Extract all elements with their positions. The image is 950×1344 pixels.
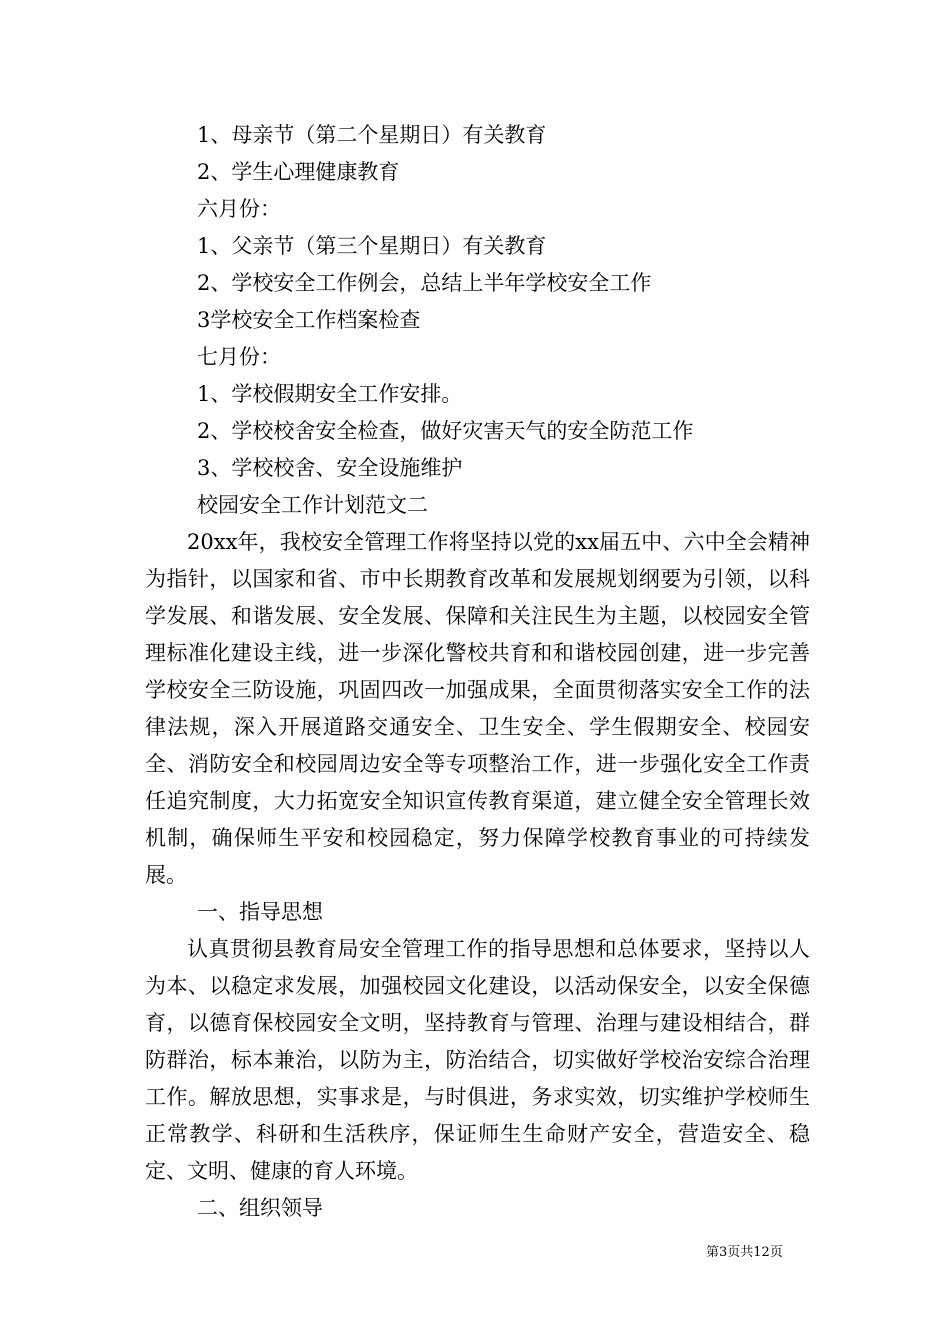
month-heading: 七月份：: [197, 345, 281, 369]
list-item: 3学校安全工作档案检查: [197, 308, 421, 332]
intro-paragraph: 20xx年，我校安全管理工作将坚持以党的xx届五中、六中全会精神为指针，以国家和省、市中长期教育改革和发展规划纲要为引领，以科学发展、和谐发展、安全发展、保障和关注民生为主题，以校园安全管理标准化建设主线，进一步深化警校共育和和谐校园创建，进一步完善学校安全三防设施，巩固四改一加强成果，全面贯彻落实安全工作的法律法规，深入开展道路交通安全、卫生安全、学生假期安全、校园安全、消防安全和校园周边安全等专项整治工作，进一步强化安全工作责任追究制度，大力拓宽安全知识宣传教育渠道，建立健全安全管理长效机制，确保师生平安和校园稳定，努力保障学校教育事业的可持续发展。: [145, 530, 810, 887]
section-heading: 二、组织领导: [197, 1196, 323, 1220]
list-item: 1、母亲节（第二个星期日）有关教育: [197, 123, 547, 147]
month-heading: 六月份：: [197, 197, 281, 221]
list-item: 3、学校校舍、安全设施维护: [197, 456, 463, 480]
section-paragraph: 认真贯彻县教育局安全管理工作的指导思想和总体要求，坚持以人为本、以稳定求发展，加强校园文化建设，以活动保安全，以安全保德育，以德育保校园安全文明，坚持教育与管理、治理与建设相结合，群防群治，标本兼治，以防为主，防治结合，切实做好学校治安综合治理工作。解放思想，实事求是，与时俱进，务求实效，切实维护学校师生正常教学、科研和生活秩序，保证师生生命财产安全，营造安全、稳定、文明、健康的育人环境。: [145, 937, 810, 1183]
list-item: 2、学生心理健康教育: [197, 160, 400, 184]
document-body: [145, 117, 810, 1227]
page-footer: 第3页共12页: [706, 1245, 783, 1260]
list-item: 1、学校假期安全工作安排。: [197, 382, 463, 406]
list-item: 2、学校安全工作例会，总结上半年学校安全工作: [197, 271, 652, 295]
section-heading: 一、指导思想: [197, 900, 323, 924]
document-subtitle: 校园安全工作计划范文二: [197, 493, 428, 517]
list-item: 2、学校校舍安全检查，做好灾害天气的安全防范工作: [197, 419, 694, 443]
list-item: 1、父亲节（第三个星期日）有关教育: [197, 234, 547, 258]
